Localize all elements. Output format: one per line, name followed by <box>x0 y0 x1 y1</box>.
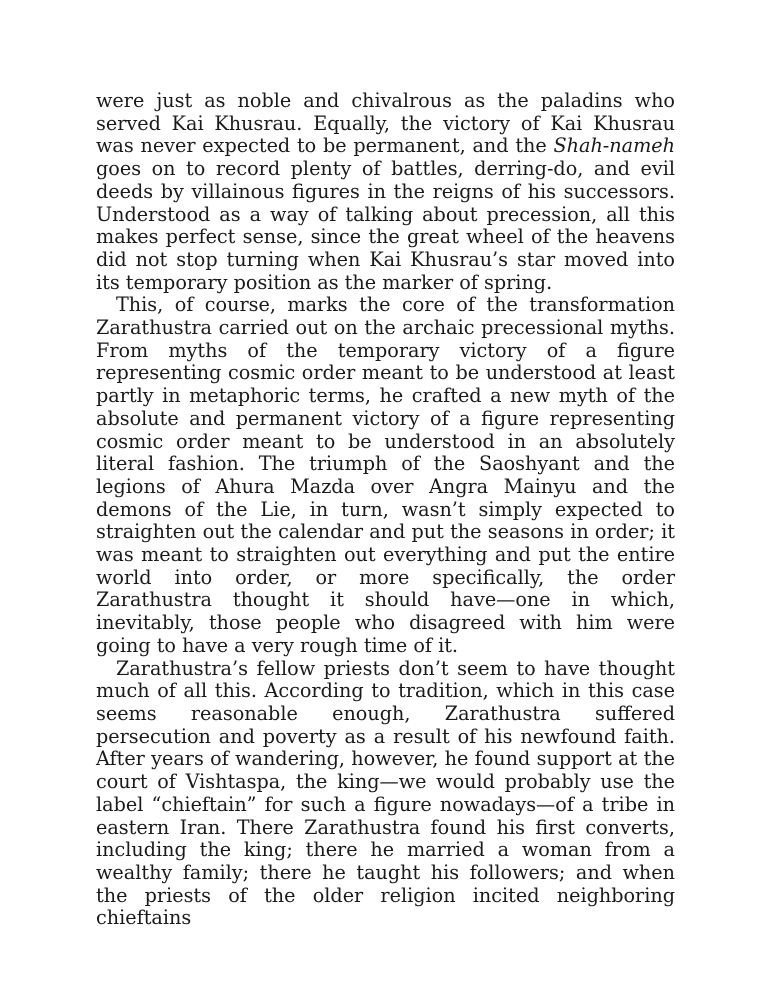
paragraph-1-text-b: goes on to record plenty of battles, derring-do, and evil deeds by villainous figures in the reigns of his successors. Understood as a way of talking about precession, all this makes perfect sense, since the great wheel of the heavens did not stop turning when Kai Khusrau’s star moved into its temporary position as the marker of spring. <box>96 157 675 294</box>
paragraph-2: This, of course, marks the core of the transformation Zarathustra carried out on the archaic precessional myths. From myths of the temporary victory of a figure representing cosmic order meant to be understood at least partly in metaphoric terms, he crafted a new myth of the absolute and permanent victory of a figure representing cosmic order meant to be understood in an absolutely literal fashion. The triumph of the Saoshyant and the legions of Ahura Mazda over Angra Mainyu and the demons of the Lie, in turn, wasn’t simply expected to straighten out the calendar and put the seasons in order; it was meant to straighten out everything and put the entire world into order, or more specifically, the order Zarathustra thought it should have—one in which, inevitably, those people who disagreed with him were going to have a very rough time of it. <box>96 293 675 657</box>
paragraph-1 <box>96 90 675 294</box>
paragraph-3: Zarathustra’s fellow priests don’t seem to have thought much of all this. According to tradition, which in this case seems reasonable enough, Zarathustra suffered persecution and poverty as a result of his newfound faith. After years of wandering, however, he found support at the court of Vishtaspa, the king—we would probably use the label “chieftain” for such a figure nowadays—of a tribe in eastern Iran. There Zarathustra found his first converts, including the king; there he married a woman from a wealthy family; there he taught his followers; and when the priests of the older religion incited neighboring chieftains <box>96 656 675 930</box>
book-title-shah-nameh: Shah-nameh <box>553 134 675 158</box>
paragraph-1-text-a: were just as noble and chivalrous as the paladins who served Kai Khusrau. Equally, the victory of Kai Khusrau was never expected to be permanent, and the <box>96 89 675 158</box>
book-page-text <box>96 90 675 930</box>
